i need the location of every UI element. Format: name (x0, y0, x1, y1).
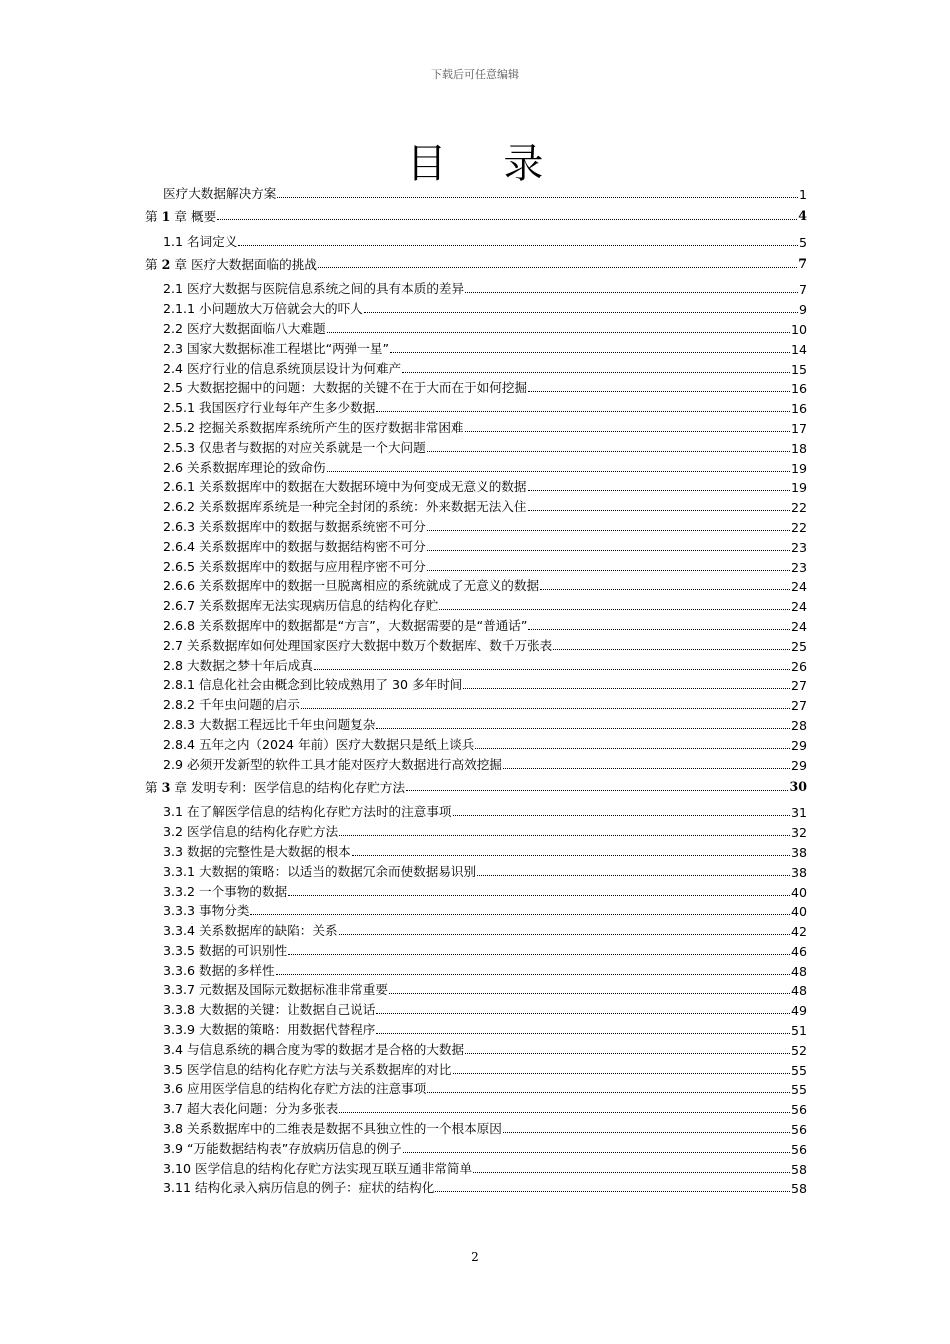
toc-entry-page: 56 (790, 1122, 807, 1138)
toc-leader-dots (389, 993, 790, 994)
toc-entry[interactable] (145, 1038, 807, 1058)
toc-leader-dots (217, 219, 797, 220)
toc-entry-label: 2.2 医疗大数据面临八大难题 (163, 320, 326, 336)
toc-entry-page: 18 (790, 440, 807, 456)
toc-entry-label: 3.8 关系数据库中的二维表是数据不具独立性的一个根本原因 (163, 1121, 502, 1137)
toc-entry-page: 51 (790, 1023, 807, 1039)
toc-leader-dots (465, 292, 798, 293)
toc-entry-label: 2.6.4 关系数据库中的数据与数据结构密不可分 (163, 538, 426, 554)
toc-entry-label: 2.8.3 大数据工程远比千年虫问题复杂 (163, 716, 376, 732)
toc-entry[interactable] (145, 860, 807, 880)
toc-entry[interactable] (145, 278, 807, 298)
toc-leader-dots (540, 589, 790, 590)
table-of-contents (145, 182, 807, 1196)
toc-entry-page: 56 (790, 1102, 807, 1118)
toc-entry-label: 2.5.2 挖掘关系数据库系统所产生的医疗数据非常困难 (163, 419, 464, 435)
toc-entry-label: 2.6 关系数据库理论的致命伤 (163, 459, 326, 475)
toc-leader-dots (364, 312, 798, 313)
toc-entry[interactable] (145, 693, 807, 713)
toc-entry-label: 2.6.5 关系数据库中的数据与应用程序密不可分 (163, 558, 426, 574)
toc-entry[interactable] (145, 959, 807, 979)
toc-entry-label: 3.3.7 元数据及国际元数据标准非常重要 (163, 982, 388, 998)
toc-entry-label: 3.2 医学信息的结构化存贮方法 (163, 824, 339, 840)
toc-entry[interactable] (145, 840, 807, 860)
toc-entry[interactable] (145, 634, 807, 654)
toc-entry-label: 2.6.3 关系数据库中的数据与数据系统密不可分 (163, 518, 426, 534)
toc-entry-label: 2.5.1 我国医疗行业每年产生多少数据 (163, 400, 376, 416)
toc-entry-label: 3.3.2 一个事物的数据 (163, 883, 288, 899)
toc-entry-label: 2.6.8 关系数据库中的数据都是“方言”，大数据需要的是“普通话” (163, 617, 528, 633)
toc-leader-dots (376, 728, 790, 729)
toc-leader-dots (339, 934, 790, 935)
toc-entry[interactable] (145, 575, 807, 595)
toc-entry[interactable] (145, 476, 807, 496)
toc-entry-label: 1.1 名词定义 (163, 233, 238, 249)
toc-entry-label: 第 3 章 发明专利：医学信息的结构化存贮方法 (145, 780, 406, 796)
toc-entry[interactable] (145, 230, 807, 250)
toc-entry[interactable] (145, 594, 807, 614)
toc-entry-page: 24 (790, 599, 807, 615)
toc-entry-page: 26 (790, 658, 807, 674)
toc-leader-dots (376, 411, 790, 412)
toc-leader-dots (301, 708, 790, 709)
toc-entry[interactable] (145, 377, 807, 397)
toc-entry-page: 40 (790, 884, 807, 900)
toc-entry[interactable] (145, 674, 807, 694)
toc-entry-page: 25 (790, 638, 807, 654)
toc-entry[interactable] (145, 297, 807, 317)
toc-entry-label: 2.5 大数据挖掘中的问题：大数据的关键不在于大而在于如何挖掘 (163, 380, 528, 396)
toc-entry[interactable] (145, 535, 807, 555)
toc-entry-page: 27 (790, 698, 807, 714)
toc-leader-dots (528, 629, 790, 630)
toc-entry-label: 3.3.6 数据的多样性 (163, 962, 275, 978)
toc-leader-dots (427, 1092, 790, 1093)
toc-entry-label: 3.10 医学信息的结构化存贮方法实现互联互通非常简单 (163, 1160, 473, 1176)
toc-entry[interactable] (145, 396, 807, 416)
toc-leader-dots (463, 688, 790, 689)
toc-leader-dots (406, 790, 788, 791)
toc-leader-dots (288, 954, 790, 955)
toc-entry-label: 第 2 章 医疗大数据面临的挑战 (145, 257, 317, 273)
toc-entry-page: 29 (790, 737, 807, 753)
toc-entry[interactable] (145, 713, 807, 733)
toc-entry-page: 10 (790, 321, 807, 337)
toc-entry-label: 2.8 大数据之梦十年后成真 (163, 657, 313, 673)
toc-leader-dots (403, 1152, 790, 1153)
toc-leader-dots (553, 649, 790, 650)
toc-entry[interactable] (145, 1058, 807, 1078)
toc-leader-dots (238, 245, 798, 246)
toc-entry-label: 3.7 超大表化问题：分为多张表 (163, 1101, 339, 1117)
toc-entry-label: 2.6.7 关系数据库无法实现病历信息的结构化存贮 (163, 598, 439, 614)
toc-entry[interactable] (145, 880, 807, 900)
toc-entry-page: 9 (798, 302, 807, 318)
toc-entry-page: 7 (798, 282, 807, 298)
toc-entry-page: 29 (790, 757, 807, 773)
toc-entry[interactable] (145, 753, 807, 773)
toc-entry-label: 2.8.4 五年之内（2024 年前）医疗大数据只是纸上谈兵 (163, 736, 475, 752)
toc-entry-label: 3.3.4 关系数据库的缺陷：关系 (163, 923, 338, 939)
toc-entry[interactable] (145, 1177, 807, 1197)
toc-entry-label: 3.3.8 大数据的关键：让数据自己说话 (163, 1002, 376, 1018)
toc-leader-dots (475, 748, 790, 749)
toc-entry-label: 2.6.1 关系数据库中的数据在大数据环境中为何变成无意义的数据 (163, 479, 527, 495)
toc-leader-dots (277, 197, 798, 198)
toc-entry-page: 7 (798, 256, 807, 272)
toc-entry-label: 3.3.3 事物分类 (163, 903, 250, 919)
toc-entry[interactable] (145, 317, 807, 337)
toc-leader-dots (276, 974, 790, 975)
toc-entry-page: 23 (790, 559, 807, 575)
toc-entry[interactable] (145, 900, 807, 920)
toc-entry[interactable] (145, 998, 807, 1018)
toc-entry-page: 30 (789, 779, 807, 795)
toc-entry-label: 2.6.6 关系数据库中的数据一旦脱离相应的系统就成了无意义的数据 (163, 578, 540, 594)
page-header: 下载后可任意编辑 (431, 68, 519, 81)
toc-entry-label: 2.3 国家大数据标准工程堪比“两弹一星” (163, 340, 389, 356)
toc-entry[interactable] (145, 495, 807, 515)
toc-leader-dots (250, 914, 790, 915)
toc-entry-page: 38 (790, 864, 807, 880)
toc-leader-dots (453, 1073, 790, 1074)
toc-leader-dots (427, 570, 790, 571)
toc-leader-dots (528, 490, 790, 491)
toc-entry-page: 31 (790, 805, 807, 821)
toc-entry-page: 46 (790, 943, 807, 959)
toc-entry-label: 2.7 关系数据库如何处理国家医疗大数据中数万个数据库、数千万张表 (163, 637, 553, 653)
toc-entry-label: 第 1 章 概要 (145, 209, 217, 225)
toc-entry-label: 3.3 数据的完整性是大数据的根本 (163, 843, 351, 859)
toc-entry[interactable] (145, 773, 807, 801)
toc-leader-dots (327, 332, 790, 333)
toc-entry-page: 19 (790, 460, 807, 476)
toc-entry[interactable] (145, 416, 807, 436)
toc-leader-dots (352, 855, 790, 856)
toc-entry-label: 3.3.5 数据的可识别性 (163, 942, 288, 958)
toc-entry-label: 3.11 结构化录入病历信息的例子：症状的结构化 (163, 1180, 435, 1196)
toc-leader-dots (339, 1112, 790, 1113)
toc-entry-label: 3.4 与信息系统的耦合度为零的数据才是合格的大数据 (163, 1041, 465, 1057)
toc-entry-page: 58 (790, 1161, 807, 1177)
toc-leader-dots (435, 1191, 790, 1192)
toc-leader-dots (390, 352, 790, 353)
toc-entry[interactable] (145, 919, 807, 939)
toc-entry-page: 22 (790, 519, 807, 535)
toc-entry-page: 55 (790, 1062, 807, 1078)
toc-entry-page: 32 (790, 825, 807, 841)
toc-entry[interactable] (145, 1117, 807, 1137)
toc-entry[interactable] (145, 436, 807, 456)
toc-entry[interactable] (145, 202, 807, 230)
toc-entry-label: 2.6.2 关系数据库系统是一种完全封闭的系统：外来数据无法入住 (163, 499, 527, 515)
toc-entry[interactable] (145, 979, 807, 999)
toc-leader-dots (318, 267, 797, 268)
toc-entry-page: 24 (790, 618, 807, 634)
toc-entry-label: 2.1.1 小问题放大万倍就会大的吓人 (163, 301, 363, 317)
toc-entry[interactable] (145, 733, 807, 753)
toc-entry-page: 48 (790, 963, 807, 979)
toc-leader-dots (473, 1172, 790, 1173)
toc-entry[interactable] (145, 1137, 807, 1157)
toc-leader-dots (465, 431, 790, 432)
toc-entry[interactable] (145, 250, 807, 278)
toc-entry-page: 1 (798, 186, 807, 202)
toc-leader-dots (528, 391, 790, 392)
toc-entry[interactable] (145, 555, 807, 575)
toc-entry-label: 2.9 必须开发新型的软件工具才能对医疗大数据进行高效挖掘 (163, 756, 502, 772)
toc-entry-page: 38 (790, 844, 807, 860)
toc-entry-page: 49 (790, 1003, 807, 1019)
toc-entry-label: 3.5 医学信息的结构化存贮方法与关系数据库的对比 (163, 1061, 452, 1077)
toc-entry-label: 2.4 医疗行业的信息系统顶层设计为何难产 (163, 360, 402, 376)
toc-entry[interactable] (145, 801, 807, 821)
toc-entry-page: 15 (790, 361, 807, 377)
toc-leader-dots (503, 768, 790, 769)
toc-entry[interactable] (145, 1157, 807, 1177)
toc-entry-label: 3.3.9 大数据的策略：用数据代替程序 (163, 1022, 376, 1038)
toc-leader-dots (376, 1013, 790, 1014)
toc-entry[interactable] (145, 515, 807, 535)
toc-entry[interactable] (145, 182, 807, 202)
toc-entry-page: 19 (790, 480, 807, 496)
toc-entry-page: 42 (790, 924, 807, 940)
page-number: 2 (471, 1250, 479, 1264)
toc-leader-dots (503, 1132, 790, 1133)
toc-leader-dots (402, 372, 790, 373)
toc-entry-page: 56 (790, 1141, 807, 1157)
toc-entry[interactable] (145, 357, 807, 377)
toc-entry-page: 52 (790, 1042, 807, 1058)
toc-entry-label: 3.6 应用医学信息的结构化存贮方法的注意事项 (163, 1081, 427, 1097)
toc-entry[interactable] (145, 820, 807, 840)
toc-entry[interactable] (145, 939, 807, 959)
toc-leader-dots (427, 451, 790, 452)
toc-leader-dots (339, 835, 790, 836)
toc-entry-label: 3.3.1 大数据的策略：以适当的数据冗余而使数据易识别 (163, 863, 477, 879)
toc-entry-page: 58 (790, 1181, 807, 1197)
toc-entry-page: 16 (790, 401, 807, 417)
toc-entry-page: 16 (790, 381, 807, 397)
toc-leader-dots (477, 875, 790, 876)
toc-entry-label: 3.9 “万能数据结构表”存放病历信息的例子 (163, 1140, 402, 1156)
toc-leader-dots (327, 471, 790, 472)
toc-entry-page: 27 (790, 678, 807, 694)
toc-entry-label: 3.1 在了解医学信息的结构化存贮方法时的注意事项 (163, 804, 452, 820)
toc-entry-page: 23 (790, 539, 807, 555)
page-title: 目 录 (406, 141, 566, 187)
toc-entry-label: 2.8.2 千年虫问题的启示 (163, 697, 300, 713)
toc-entry-page: 5 (798, 234, 807, 250)
toc-leader-dots (528, 510, 790, 511)
toc-entry-page: 40 (790, 904, 807, 920)
toc-leader-dots (453, 815, 790, 816)
toc-leader-dots (427, 530, 790, 531)
toc-entry-label: 2.5.3 仅患者与数据的对应关系就是一个大问题 (163, 439, 426, 455)
toc-entry-page: 4 (798, 208, 807, 224)
toc-entry-page: 17 (790, 420, 807, 436)
toc-entry-page: 55 (790, 1082, 807, 1098)
toc-leader-dots (465, 1053, 790, 1054)
toc-leader-dots (314, 669, 790, 670)
toc-entry[interactable] (145, 456, 807, 476)
toc-entry-label: 2.8.1 信息化社会由概念到比较成熟用了 30 多年时间 (163, 677, 463, 693)
toc-leader-dots (427, 550, 790, 551)
toc-entry[interactable] (145, 614, 807, 634)
toc-leader-dots (288, 895, 790, 896)
toc-entry-page: 14 (790, 341, 807, 357)
toc-entry[interactable] (145, 1097, 807, 1117)
toc-entry-page: 22 (790, 500, 807, 516)
toc-entry[interactable] (145, 654, 807, 674)
toc-entry-page: 24 (790, 579, 807, 595)
toc-entry[interactable] (145, 337, 807, 357)
toc-entry-label: 2.1 医疗大数据与医院信息系统之间的具有本质的差异 (163, 281, 465, 297)
toc-entry-label: 医疗大数据解决方案 (163, 185, 277, 201)
toc-entry[interactable] (145, 1018, 807, 1038)
toc-leader-dots (376, 1033, 790, 1034)
toc-entry-page: 28 (790, 717, 807, 733)
toc-entry-page: 48 (790, 983, 807, 999)
toc-leader-dots (439, 609, 790, 610)
toc-entry[interactable] (145, 1078, 807, 1098)
